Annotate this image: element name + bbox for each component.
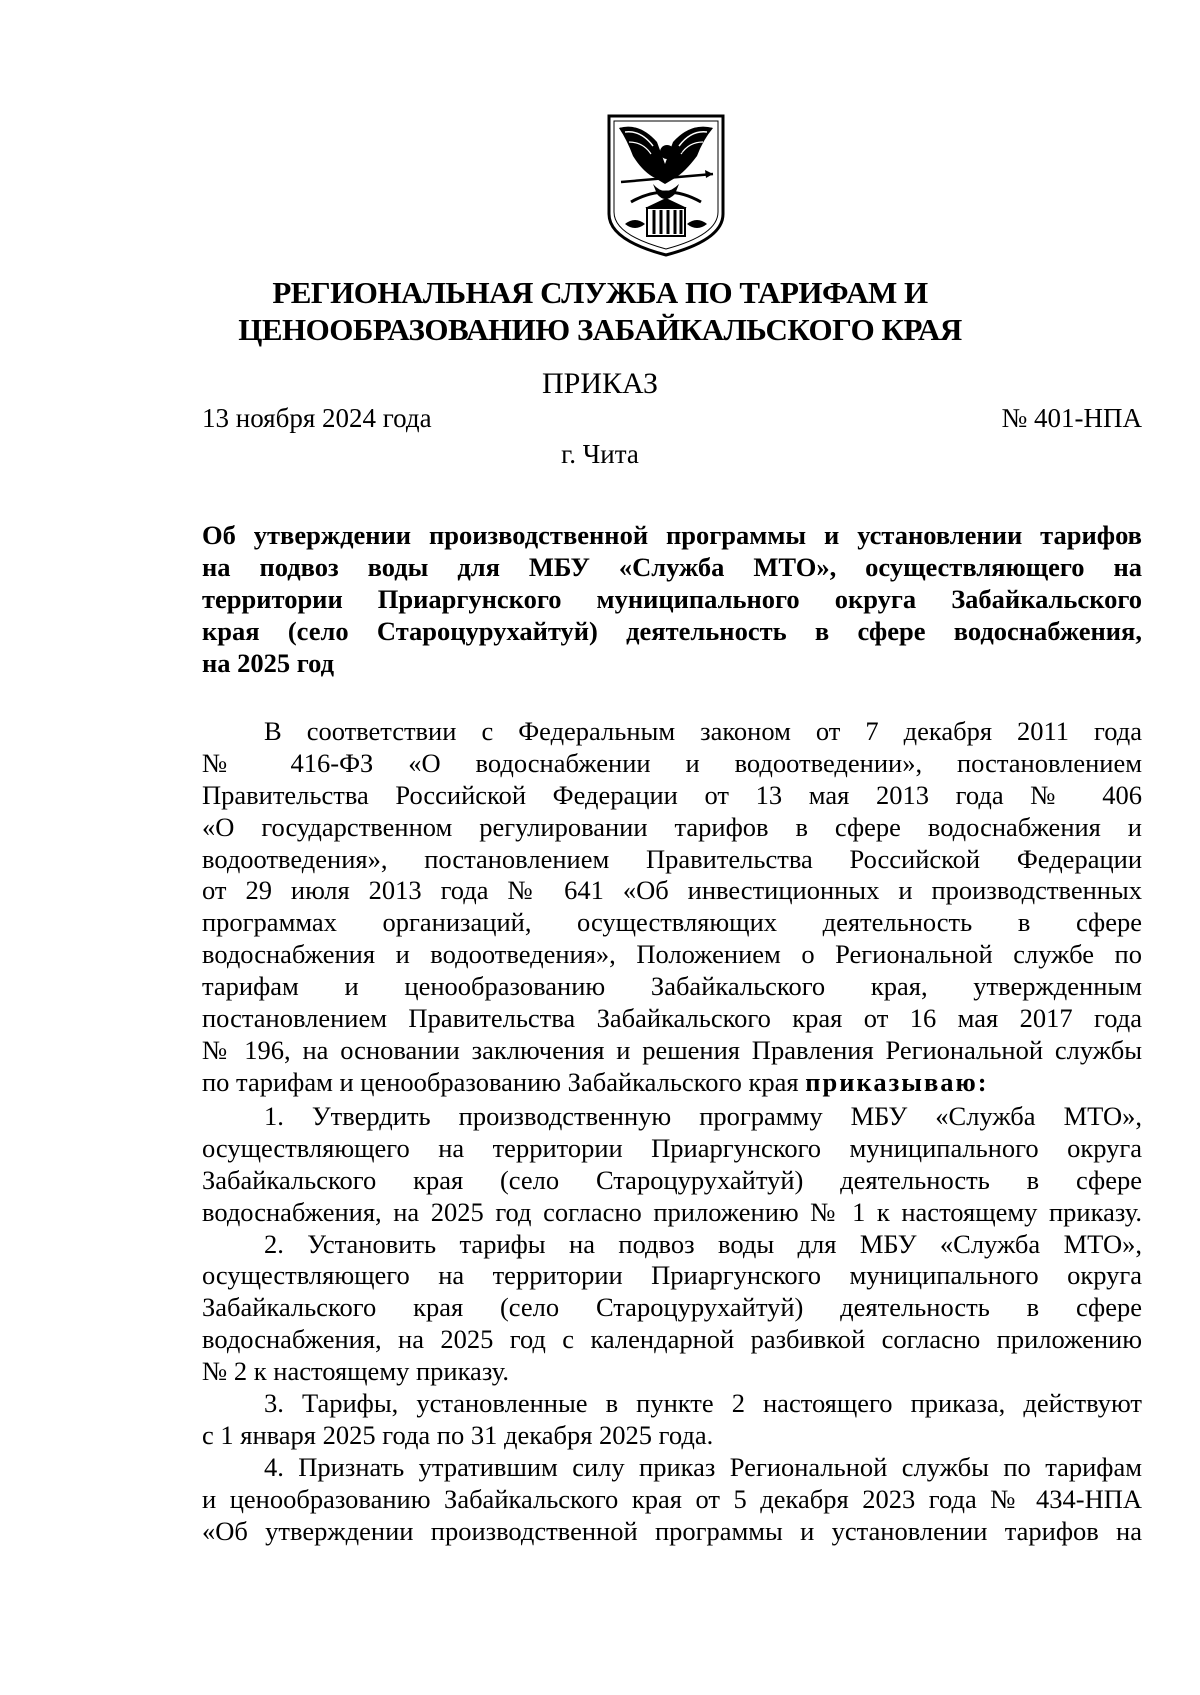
preamble-line: «О государственном регулировании тарифов в сфере водоснабжения и xyxy=(202,811,1142,842)
preamble-line: В соответствии с Федеральным законом от 7 декабря 2011 года xyxy=(264,716,1142,746)
document-city: г. Чита xyxy=(561,439,639,469)
title-line: территории Приаргунского муниципального округа Забайкальского xyxy=(202,584,1142,614)
item-line: с 1 января 2025 года по 31 декабря 2025 года. xyxy=(202,1419,714,1450)
order-items xyxy=(202,1101,1142,1547)
item-line: Забайкальского края (село Староцурухайтуй) деятельность в сфере xyxy=(202,1292,1142,1323)
document-title xyxy=(202,519,1142,679)
item-line: осуществляющего на территории Приаргунского муниципального округа xyxy=(202,1132,1142,1163)
preamble-line-text: по тарифам и ценообразованию Забайкальского края xyxy=(202,1066,799,1097)
preamble-paragraph xyxy=(202,716,1142,1099)
title-line: на подвоз воды для МБУ «Служба МТО», осуществляющего на xyxy=(202,552,1142,582)
preamble-line: водоснабжения и водоотведения», Положением о Региональной службе по xyxy=(202,939,1142,970)
item-line: 4. Признать утратившим силу приказ Региональной службы по тарифам xyxy=(264,1451,1142,1482)
title-line: на 2025 год xyxy=(202,648,335,678)
preamble-order-word: приказываю: xyxy=(805,1066,989,1097)
organization-name-line-2: ЦЕНООБРАЗОВАНИЮ ЗАБАЙКАЛЬСКОГО КРАЯ xyxy=(238,312,962,347)
document-type: ПРИКАЗ xyxy=(542,367,658,400)
document-date: 13 ноября 2024 года xyxy=(202,403,432,433)
item-line: 3. Тарифы, установленные в пункте 2 настоящего приказа, действуют xyxy=(264,1388,1142,1419)
preamble-line: Правительства Российской Федерации от 13 мая 2013 года № 406 xyxy=(202,779,1142,810)
item-line: № 2 к настоящему приказу. xyxy=(202,1356,509,1387)
document-number: № 401-НПА xyxy=(1001,403,1142,433)
preamble-line: тарифам и ценообразованию Забайкальского края, утвержденным xyxy=(202,971,1142,1002)
preamble-line: программах организаций, осуществляющих деятельность в сфере xyxy=(202,907,1142,938)
preamble-line: водоотведения», постановлением Правительства Российской Федерации xyxy=(202,843,1142,874)
item-line: 2. Установить тарифы на подвоз воды для МБУ «Служба МТО», xyxy=(264,1228,1142,1259)
organization-name-line-1: РЕГИОНАЛЬНАЯ СЛУЖБА ПО ТАРИФАМ И xyxy=(272,275,928,310)
title-line: края (село Староцурухайтуй) деятельность в сфере водоснабжения, xyxy=(202,616,1142,646)
item-line: и ценообразованию Забайкальского края от 5 декабря 2023 года № 434-НПА xyxy=(202,1483,1142,1514)
item-line: водоснабжения, на 2025 год согласно приложению № 1 к настоящему приказу. xyxy=(202,1196,1142,1227)
coat-of-arms-emblem xyxy=(605,112,727,258)
item-line: водоснабжения, на 2025 год с календарной разбивкой согласно приложению xyxy=(202,1324,1142,1355)
preamble-last-line xyxy=(202,1067,1142,1099)
item-line: 1. Утвердить производственную программу МБУ «Служба МТО», xyxy=(264,1101,1142,1131)
preamble-line: от 29 июля 2013 года № 641 «Об инвестиционных и производственных xyxy=(202,875,1142,906)
preamble-line: № 416-ФЗ «О водоснабжении и водоотведении», постановлением xyxy=(202,747,1142,778)
preamble-line: постановлением Правительства Забайкальского края от 16 мая 2017 года xyxy=(202,1003,1142,1034)
item-line: осуществляющего на территории Приаргунского муниципального округа xyxy=(202,1260,1142,1291)
item-line: Забайкальского края (село Староцурухайтуй) деятельность в сфере xyxy=(202,1164,1142,1195)
item-line: «Об утверждении производственной программы и установлении тарифов на xyxy=(202,1515,1142,1546)
preamble-line: № 196, на основании заключения и решения Правления Региональной службы xyxy=(202,1034,1142,1065)
title-line: Об утверждении производственной программы и установлении тарифов xyxy=(202,520,1142,550)
